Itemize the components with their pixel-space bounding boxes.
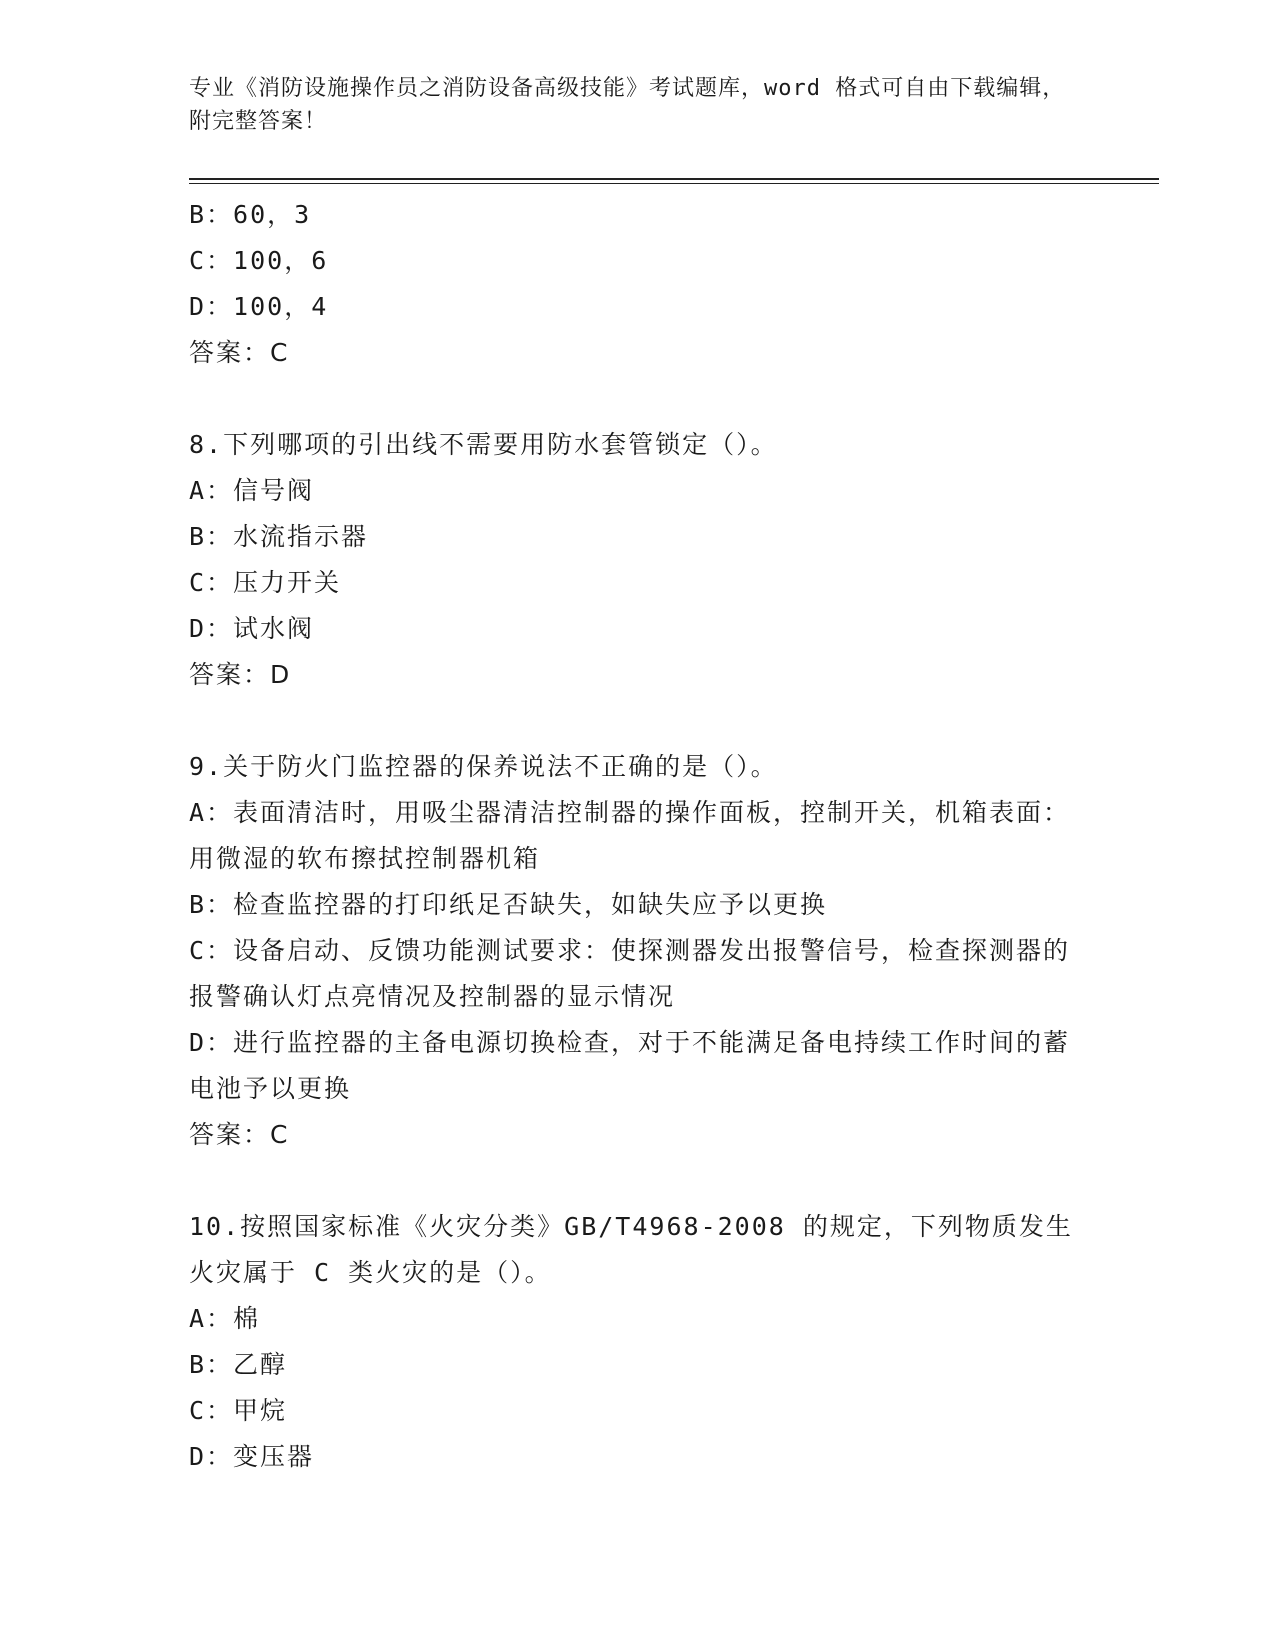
question-9	[189, 744, 1079, 1158]
option-a: A：信号阀	[189, 476, 315, 505]
spacer	[189, 376, 1079, 422]
option-c: C：100，6	[189, 246, 329, 275]
option-c: C：压力开关	[189, 568, 342, 597]
answer: 答案：C	[189, 338, 290, 367]
prev-question-block	[189, 192, 1079, 376]
spacer	[189, 698, 1079, 744]
header-rule-thick	[189, 178, 1159, 180]
question-content	[189, 192, 1079, 1480]
spacer	[189, 1158, 1079, 1204]
option-b: B：检查监控器的打印纸足否缺失，如缺失应予以更换	[189, 890, 828, 919]
option-d: D：100，4	[189, 292, 329, 321]
header-rule-thin	[189, 183, 1159, 184]
page-header: 专业《消防设施操作员之消防设备高级技能》考试题库，word 格式可自由下载编辑，附完整答案！	[189, 76, 1066, 134]
option-b: B：乙醇	[189, 1350, 288, 1379]
answer: 答案：D	[189, 660, 292, 689]
option-b: B：水流指示器	[189, 522, 369, 551]
question-stem: 8.下列哪项的引出线不需要用防水套管锁定（）。	[189, 430, 778, 459]
option-b: B：60，3	[189, 200, 312, 229]
option-c: C：甲烷	[189, 1396, 288, 1425]
question-stem: 10.按照国家标准《火灾分类》GB/T4968-2008 的规定，下列物质发生火灾属于 C 类火灾的是（）。	[189, 1212, 1073, 1287]
option-a: A：棉	[189, 1304, 261, 1333]
question-stem: 9.关于防火门监控器的保养说法不正确的是（）。	[189, 752, 778, 781]
question-8	[189, 422, 1079, 698]
option-a: A：表面清洁时，用吸尘器清洁控制器的操作面板，控制开关，机箱表面：用微湿的软布擦拭控制器机箱	[189, 798, 1071, 873]
answer: 答案：C	[189, 1120, 290, 1149]
option-d: D：进行监控器的主备电源切换检查，对于不能满足备电持续工作时间的蓄电池予以更换	[189, 1028, 1071, 1103]
question-10	[189, 1204, 1079, 1480]
option-c: C：设备启动、反馈功能测试要求：使探测器发出报警信号，检查探测器的报警确认灯点亮情况及控制器的显示情况	[189, 936, 1071, 1011]
option-d: D：试水阀	[189, 614, 315, 643]
option-d: D：变压器	[189, 1442, 315, 1471]
